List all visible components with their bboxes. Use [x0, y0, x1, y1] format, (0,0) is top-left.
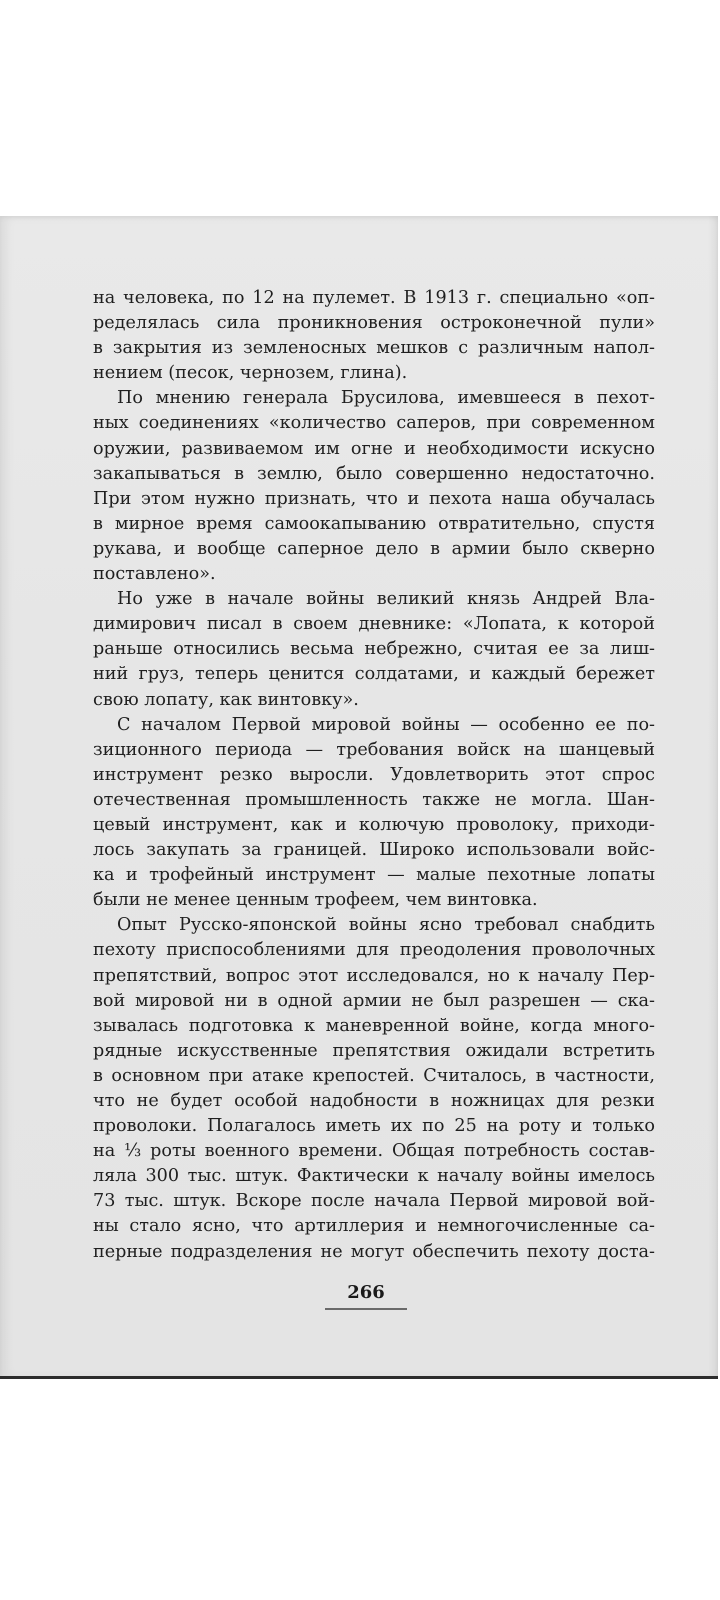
text-line: димирович писал в своем дневнике: «Лопата, к которой [93, 614, 655, 635]
text-line: Опыт Русско-японской войны ясно требовал снабдить [117, 915, 655, 936]
paragraph [93, 386, 655, 587]
paragraph [93, 587, 655, 712]
text-line: на ⅓ роты военного времени. Общая потребность состав- [93, 1141, 655, 1162]
text-line: зывалась подготовка к маневренной войне, когда много- [93, 1015, 655, 1036]
page-number: 266 [347, 1282, 385, 1303]
text-line: проволоки. Полагалось иметь их по 25 на роту и только [93, 1116, 655, 1137]
paragraph [93, 286, 655, 386]
text-line: зиционного периода — требования войск на шанцевый [93, 739, 655, 760]
text-line: рядные искусственные препятствия ожидали встретить [93, 1040, 655, 1061]
text-line: пехоту приспособлениями для преодоления проволочных [93, 940, 655, 961]
body-text [93, 286, 655, 1265]
text-line: раньше относились весьма небрежно, считая ее за лиш- [93, 639, 655, 660]
text-line: в закрытия из земленосных мешков с различным напол- [93, 338, 655, 359]
page-bottom-edge [0, 1376, 718, 1379]
text-line: лось закупать за границей. Широко использовали войс- [93, 840, 655, 861]
text-line: По мнению генерала Брусилова, имевшееся в пехот- [117, 388, 655, 409]
text-line: С началом Первой мировой войны — особенно ее по- [117, 714, 655, 735]
page-edge-shadow [708, 216, 718, 1378]
text-line: рукава, и вообще саперное дело в армии было скверно [93, 538, 655, 559]
text-line: Но уже в начале войны великий князь Андрей Вла- [117, 589, 655, 610]
page-number-rule [325, 1308, 407, 1310]
text-line: закапываться в землю, было совершенно недостаточно. [93, 463, 655, 484]
text-line: были не менее ценным трофеем, чем винтовка. [93, 890, 538, 911]
text-line: инструмент резко выросли. Удовлетворить этот спрос [93, 764, 655, 785]
text-line: ка и трофейный инструмент — малые пехотные лопаты [93, 865, 655, 886]
text-line: 73 тыс. штук. Вскоре после начала Первой мировой вой- [93, 1191, 655, 1212]
text-line: ний груз, теперь ценится солдатами, и каждый бережет [93, 664, 655, 685]
text-line: отечественная промышленность также не могла. Шан- [93, 789, 655, 810]
text-line: на человека, по 12 на пулемет. В 1913 г. специально «оп- [93, 288, 655, 308]
text-line: ределялась сила проникновения остроконечной пули» [93, 313, 655, 334]
text-line: оружии, развиваемом им огне и необходимости искусно [93, 438, 655, 459]
paragraph [93, 913, 655, 1264]
text-line: вой мировой ни в одной армии не был разрешен — ска- [93, 990, 655, 1011]
text-line: нением (песок, чернозем, глина). [93, 363, 408, 384]
paragraph [93, 713, 655, 914]
text-line: поставлено». [93, 564, 216, 585]
text-line: цевый инструмент, как и колючую проволоку, приходи- [93, 814, 655, 835]
text-line: свою лопату, как винтовку». [93, 689, 359, 710]
text-line: в мирное время самоокапыванию отвратительно, спустя [93, 513, 655, 534]
text-line: ляла 300 тыс. штук. Фактически к началу войны имелось [93, 1166, 655, 1187]
text-line: препятствий, вопрос этот исследовался, но к началу Пер- [93, 965, 655, 986]
text-line: что не будет особой надобности в ножницах для резки [93, 1091, 655, 1111]
text-line: ны стало ясно, что артиллерия и немногочисленные са- [93, 1216, 655, 1237]
text-line: ных соединениях «количество саперов, при современном [93, 413, 655, 434]
text-line: При этом нужно признать, что и пехота наша обучалась [93, 488, 655, 509]
text-line: в основном при атаке крепостей. Считалось, в частности, [93, 1065, 655, 1086]
text-line: перные подразделения не могут обеспечить пехоту доста- [93, 1241, 655, 1262]
